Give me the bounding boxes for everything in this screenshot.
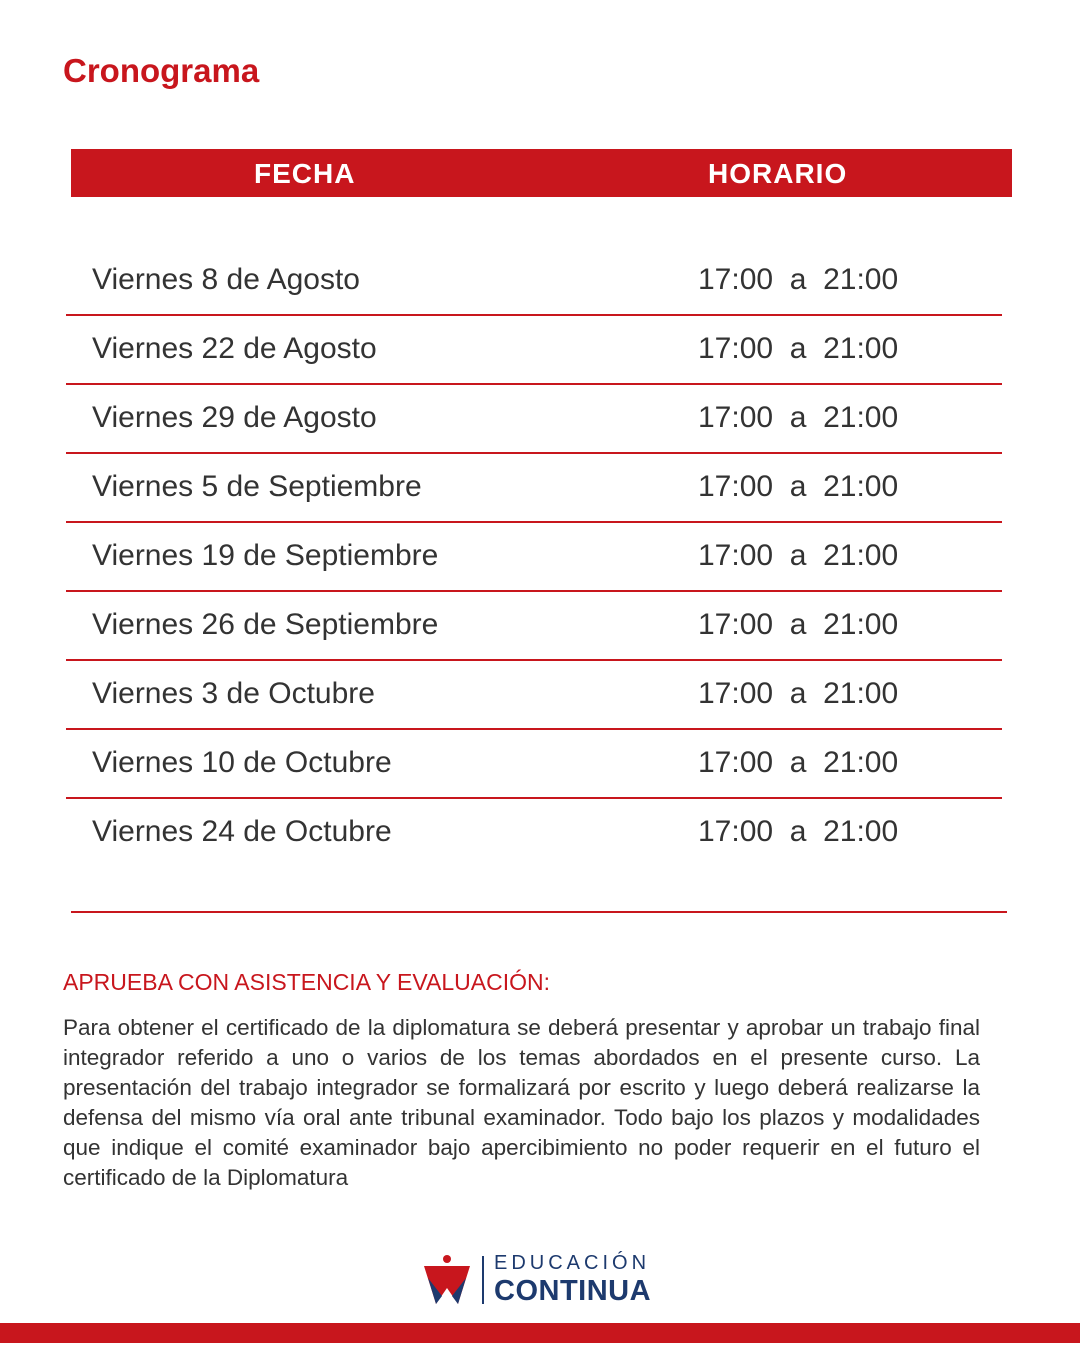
page-title: Cronograma <box>63 52 260 89</box>
schedule-table-body <box>66 247 1002 866</box>
university-emblem-icon <box>424 1254 470 1306</box>
row-date: Viernes 5 de Septiembre <box>92 470 422 503</box>
educacion-continua-logo <box>424 1252 664 1308</box>
row-time: 17:00 a 21:00 <box>698 677 899 710</box>
row-time: 17:00 a 21:00 <box>698 470 899 503</box>
row-time: 17:00 a 21:00 <box>698 401 899 434</box>
table-row <box>66 316 1002 385</box>
row-date: Viernes 29 de Agosto <box>92 401 377 434</box>
row-date: Viernes 19 de Septiembre <box>92 539 439 572</box>
approval-description: Para obtener el certificado de la diplomatura se deberá presentar y aprobar un trabajo final integrador referido a uno o varios de los temas abordados en el presente curso. La presentación del trabajo integrador se formalizará por escrito y luego deberá realizarse la defensa del mismo vía oral ante tribunal examinador. Todo bajo los plazos y modalidades que indique el comité examinador bajo apercibimiento no poder requerir en el futuro el certificado de la Diplomatura <box>63 1015 980 1190</box>
column-header-fecha: FECHA <box>254 158 356 189</box>
approval-heading: APRUEBA CON ASISTENCIA Y EVALUACIÓN: <box>63 969 550 995</box>
row-time: 17:00 a 21:00 <box>698 608 899 641</box>
row-time: 17:00 a 21:00 <box>698 815 899 848</box>
row-date: Viernes 26 de Septiembre <box>92 608 439 641</box>
row-date: Viernes 8 de Agosto <box>92 263 360 296</box>
row-time: 17:00 a 21:00 <box>698 539 899 572</box>
table-row <box>66 661 1002 730</box>
logo-text-educacion: EDUCACIÓN <box>494 1252 651 1274</box>
table-bottom-divider <box>71 911 1007 913</box>
row-date: Viernes 3 de Octubre <box>92 677 375 710</box>
row-date: Viernes 22 de Agosto <box>92 332 377 365</box>
table-row <box>66 730 1002 799</box>
logo-divider <box>482 1256 484 1304</box>
row-time: 17:00 a 21:00 <box>698 263 899 296</box>
table-row <box>66 385 1002 454</box>
footer-bar <box>0 1323 1080 1343</box>
table-row <box>66 592 1002 661</box>
column-header-horario: HORARIO <box>708 158 848 189</box>
logo-text-continua: CONTINUA <box>494 1275 652 1307</box>
row-time: 17:00 a 21:00 <box>698 332 899 365</box>
row-date: Viernes 10 de Octubre <box>92 746 392 779</box>
schedule-table-header <box>71 149 1012 197</box>
table-row <box>66 454 1002 523</box>
table-row <box>66 799 1002 866</box>
table-row <box>66 247 1002 316</box>
row-date: Viernes 24 de Octubre <box>92 815 392 848</box>
table-row <box>66 523 1002 592</box>
row-time: 17:00 a 21:00 <box>698 746 899 779</box>
